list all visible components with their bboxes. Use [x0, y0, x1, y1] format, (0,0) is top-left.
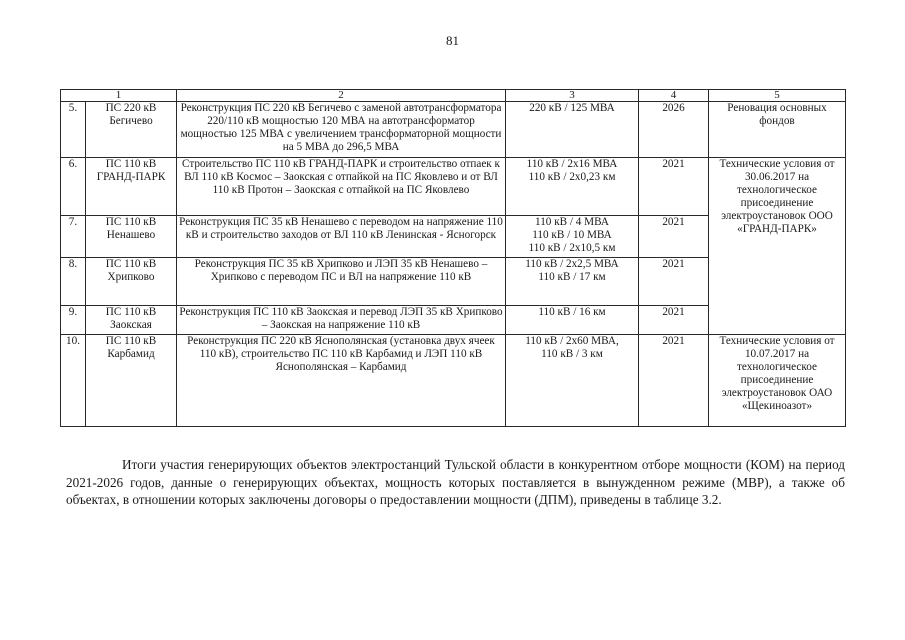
parameters: [506, 102, 639, 158]
header-col-1: 1: [61, 90, 177, 102]
object-name: ПС 220 кВ Бегичево: [86, 102, 177, 158]
parameters: [506, 158, 639, 216]
header-col-2: 2: [177, 90, 506, 102]
parameter-line: 110 кВ / 2х2,5 МВА: [525, 258, 619, 270]
parameters: [506, 216, 639, 258]
parameter-line: 110 кВ / 4 МВА: [535, 216, 609, 228]
parameter-line: 220 кВ / 125 МВА: [529, 102, 615, 114]
substations-table: [60, 89, 846, 427]
year: 2021: [639, 258, 709, 306]
header-col-3: 3: [506, 90, 639, 102]
work-description: Реконструкция ПС 35 кВ Хрипково и ЛЭП 35 кВ Ненашево – Хрипково с переводом ПС и ВЛ на напряжение 110 кВ: [177, 258, 506, 306]
year: 2021: [639, 216, 709, 258]
parameter-line: 110 кВ / 2х10,5 км: [528, 242, 616, 254]
table-header-row: [61, 90, 846, 102]
work-description: Реконструкция ПС 35 кВ Ненашево с переводом на напряжение 110 кВ и строительство заходов от ВЛ 110 кВ Ленинская - Ясногорск: [177, 216, 506, 258]
parameters: [506, 306, 639, 335]
year: 2021: [639, 306, 709, 335]
object-name: ПС 110 кВ Карбамид: [86, 335, 177, 427]
year: 2026: [639, 102, 709, 158]
row-number: 9.: [61, 306, 86, 335]
parameter-line: 110 кВ / 2х16 МВА: [526, 158, 618, 170]
year: 2021: [639, 335, 709, 427]
header-col-5: 5: [709, 90, 846, 102]
work-description: Реконструкция ПС 220 кВ Яснополянская (установка двух ячеек 110 кВ), строительство ПС 110 кВ Карбамид и ЛЭП 110 кВ Яснополянская – Карбамид: [177, 335, 506, 427]
table-row: [61, 335, 846, 427]
table-row: [61, 158, 846, 216]
object-name: ПС 110 кВ ГРАНД-ПАРК: [86, 158, 177, 216]
row-number: 10.: [61, 335, 86, 427]
basis: Технические условия от 10.07.2017 на технологическое присоединение электроустановок ОАО «Щекиноазот»: [709, 335, 846, 427]
basis: Реновация основных фондов: [709, 102, 846, 158]
parameter-line: 110 кВ / 16 км: [538, 306, 606, 318]
header-col-4: 4: [639, 90, 709, 102]
object-name: ПС 110 кВ Хрипково: [86, 258, 177, 306]
basis: Технические условия от 30.06.2017 на технологическое присоединение электроустановок ООО «ГРАНД-ПАРК»: [709, 158, 846, 335]
parameter-line: 110 кВ / 2х60 МВА,: [525, 335, 619, 347]
work-description: Строительство ПС 110 кВ ГРАНД-ПАРК и строительство отпаек к ВЛ 110 кВ Космос – Заокская с отпайкой на ПС Яковлево и от ВЛ 110 кВ Протон – Заокская с отпайкой на ПС Яковлево: [177, 158, 506, 216]
body-paragraph: Итоги участия генерирующих объектов электростанций Тульской области в конкурентном отборе мощности (КОМ) на период 2021-2026 годов, данные о генерирующих объектах, мощность которых поставляется в вынужденном режиме (МВР), а также об объектах, в отношении которых заключены договоры о предоставлении мощности (ДПМ), приведены в таблице 3.2.: [66, 457, 845, 507]
parameter-line: 110 кВ / 3 км: [541, 348, 603, 360]
table-row: [61, 102, 846, 158]
row-number: 6.: [61, 158, 86, 216]
parameters: [506, 258, 639, 306]
object-name: ПС 110 кВ Ненашево: [86, 216, 177, 258]
work-description: Реконструкция ПС 220 кВ Бегичево с заменой автотрансформатора 220/110 кВ мощностью 120 МВА на автотрансформатор мощностью 125 МВА с увеличением трансформаторной мощности на 5 МВА до 296,5 МВА: [177, 102, 506, 158]
parameter-line: 110 кВ / 2х0,23 км: [528, 171, 616, 183]
row-number: 5.: [61, 102, 86, 158]
row-number: 8.: [61, 258, 86, 306]
parameter-line: 110 кВ / 10 МВА: [532, 229, 612, 241]
parameters: [506, 335, 639, 427]
year: 2021: [639, 158, 709, 216]
page-number: 81: [446, 33, 459, 48]
parameter-line: 110 кВ / 17 км: [538, 271, 606, 283]
row-number: 7.: [61, 216, 86, 258]
object-name: ПС 110 кВ Заокская: [86, 306, 177, 335]
work-description: Реконструкция ПС 110 кВ Заокская и перевод ЛЭП 35 кВ Хрипково – Заокская на напряжение 110 кВ: [177, 306, 506, 335]
